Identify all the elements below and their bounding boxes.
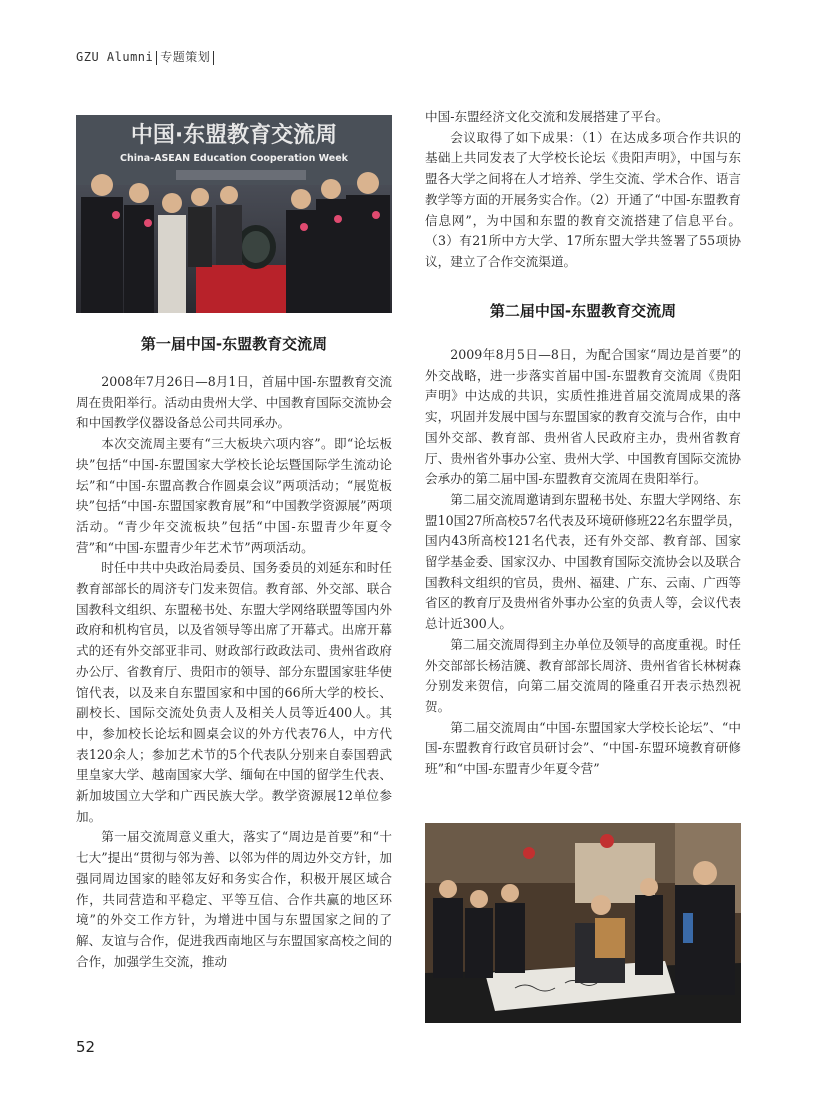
banner-english-title: China-ASEAN Education Cooperation Week (120, 153, 348, 164)
section-2-paragraph: 第二届交流周由“中国-东盟国家大学校长论坛”、“中国-东盟教育行政官员研讨会”、“中国-东盟环境教育研修班”和“中国-东盟青少年夏令营” (425, 719, 741, 777)
right-column-section-2 (425, 345, 741, 780)
signing-photo-illustration (425, 823, 741, 1023)
header-brand: GZU Alumni (76, 50, 154, 64)
section-1-continuation: 中国-东盟经济文化交流和发展搭建了平台。 (425, 109, 669, 124)
header-divider (213, 51, 214, 65)
left-column (76, 372, 392, 972)
ceremony-photo-illustration (76, 115, 392, 313)
header-section: 专题策划 (160, 50, 211, 64)
header-divider (156, 51, 157, 65)
signing-photo (425, 823, 741, 1023)
section-1-title: 第一届中国-东盟教育交流周 (140, 335, 328, 353)
section-2-paragraph: 2009年8月5日—8日，为配合国家“周边是首要”的外交战略，进一步落实首届中国-东盟教育交流周《贵阳声明》中达成的共识，实质性推进首届交流周成果的落实，巩固并发展中国与东盟国家的教育交流与合作，由中国外交部、教育部、贵州省人民政府主办，贵州省教育厅、贵州省外事办公室、贵州大学、中国教育国际交流协会承办的第二届中国-东盟教育交流周在贵阳举行。 (425, 347, 741, 487)
section-1-paragraph: 第一届交流周意义重大，落实了“周边是首要”和“十七大”提出“贯彻与邻为善、以邻为伴的周边外交方针，加强同周边国家的睦邻友好和务实合作，积极开展区域合作，共同营造和平稳定、平等互信、合作共赢的地区环境”的外交工作方针，为增进中国与东盟国家之间的了解、友谊与合作，促进我西南地区与东盟国家高校之间的合作，加强学生交流，推动 (76, 829, 392, 969)
section-1-paragraph: 本次交流周主要有“三大板块六项内容”。即“论坛板块”包括“中国-东盟国家大学校长论坛暨国际学生流动论坛”和“中国-东盟高教合作圆桌会议”两项活动；“展览板块”包括“中国-东盟国家教育展”和“中国教学资源展”两项活动。“青少年交流板块”包括“中国-东盟青少年夏令营”和“中国-东盟青少年艺术节”两项活动。 (76, 436, 392, 555)
banner-chinese-title: 中国·东盟教育交流周 (130, 123, 338, 148)
ceremony-photo (76, 115, 392, 313)
section-2-paragraph: 第二届交流周邀请到东盟秘书处、东盟大学网络、东盟10国27所高校57名代表及环境研修班22名东盟学员，国内43所高校121名代表，还有外交部、教育部、国家留学基金委、国家汉办、中国教育国际交流协会以及联合国教科文组织的官员，贵州、福建、广东、云南、广西等省区的教育厅及贵州省外事办公室的负责人等，会议代表总计近300人。 (425, 491, 741, 632)
running-header (76, 48, 217, 65)
page-number: 52 (76, 1038, 96, 1056)
section-2-paragraph: 第二届交流周得到主办单位及领导的高度重视。时任外交部部长杨洁篪、教育部部长周济、贵州省省长林树森分别发来贺信，向第二届交流周的隆重召开表示热烈祝贺。 (425, 636, 741, 714)
section-1-results: 会议取得了如下成果：（1）在达成多项合作共识的基础上共同发表了大学校长论坛《贵阳声明》，中国与东盟各大学之间将在人才培养、学生交流、学术合作、语言教学等方面的开展务实合作。（2）开通了“中国-东盟教育信息网”，为中国和东盟的教育交流搭建了信息平台。（3）有21所中方大学、17所东盟大学共签署了55项协议，建立了合作交流渠道。 (425, 129, 741, 269)
right-column-top (425, 107, 741, 273)
section-2-title: 第二届中国-东盟教育交流周 (489, 302, 677, 320)
section-1-paragraph: 2008年7月26日—8月1日，首届中国-东盟教育交流周在贵阳举行。活动由贵州大学、中国教育国际交流协会和中国教学仪器设备总公司共同承办。 (76, 374, 392, 431)
section-1-paragraph: 时任中共中央政治局委员、国务委员的刘延东和时任教育部部长的周济专门发来贺信。教育部、外交部、联合国教科文组织、东盟秘书处、东盟大学网络联盟等国内外政府和机构官员，以及省领导等出席了开幕式。出席开幕式的还有外交部亚非司、财政部行政政法司、贵州省政府办公厅、省教育厅、贵阳市的领导、部分东盟国家驻华使馆代表，以及来自东盟国家和中国的66所大学的校长、副校长、国际交流处负责人及相关人员等近400人。其中，参加校长论坛和圆桌会议的外方代表76人，中方代表120余人；参加艺术节的5个代表队分别来自泰国碧武里皇家大学、越南国家大学、缅甸在中国的留学生代表、新加坡国立大学和广西民族大学。教学资源展12单位参加。 (76, 560, 392, 824)
